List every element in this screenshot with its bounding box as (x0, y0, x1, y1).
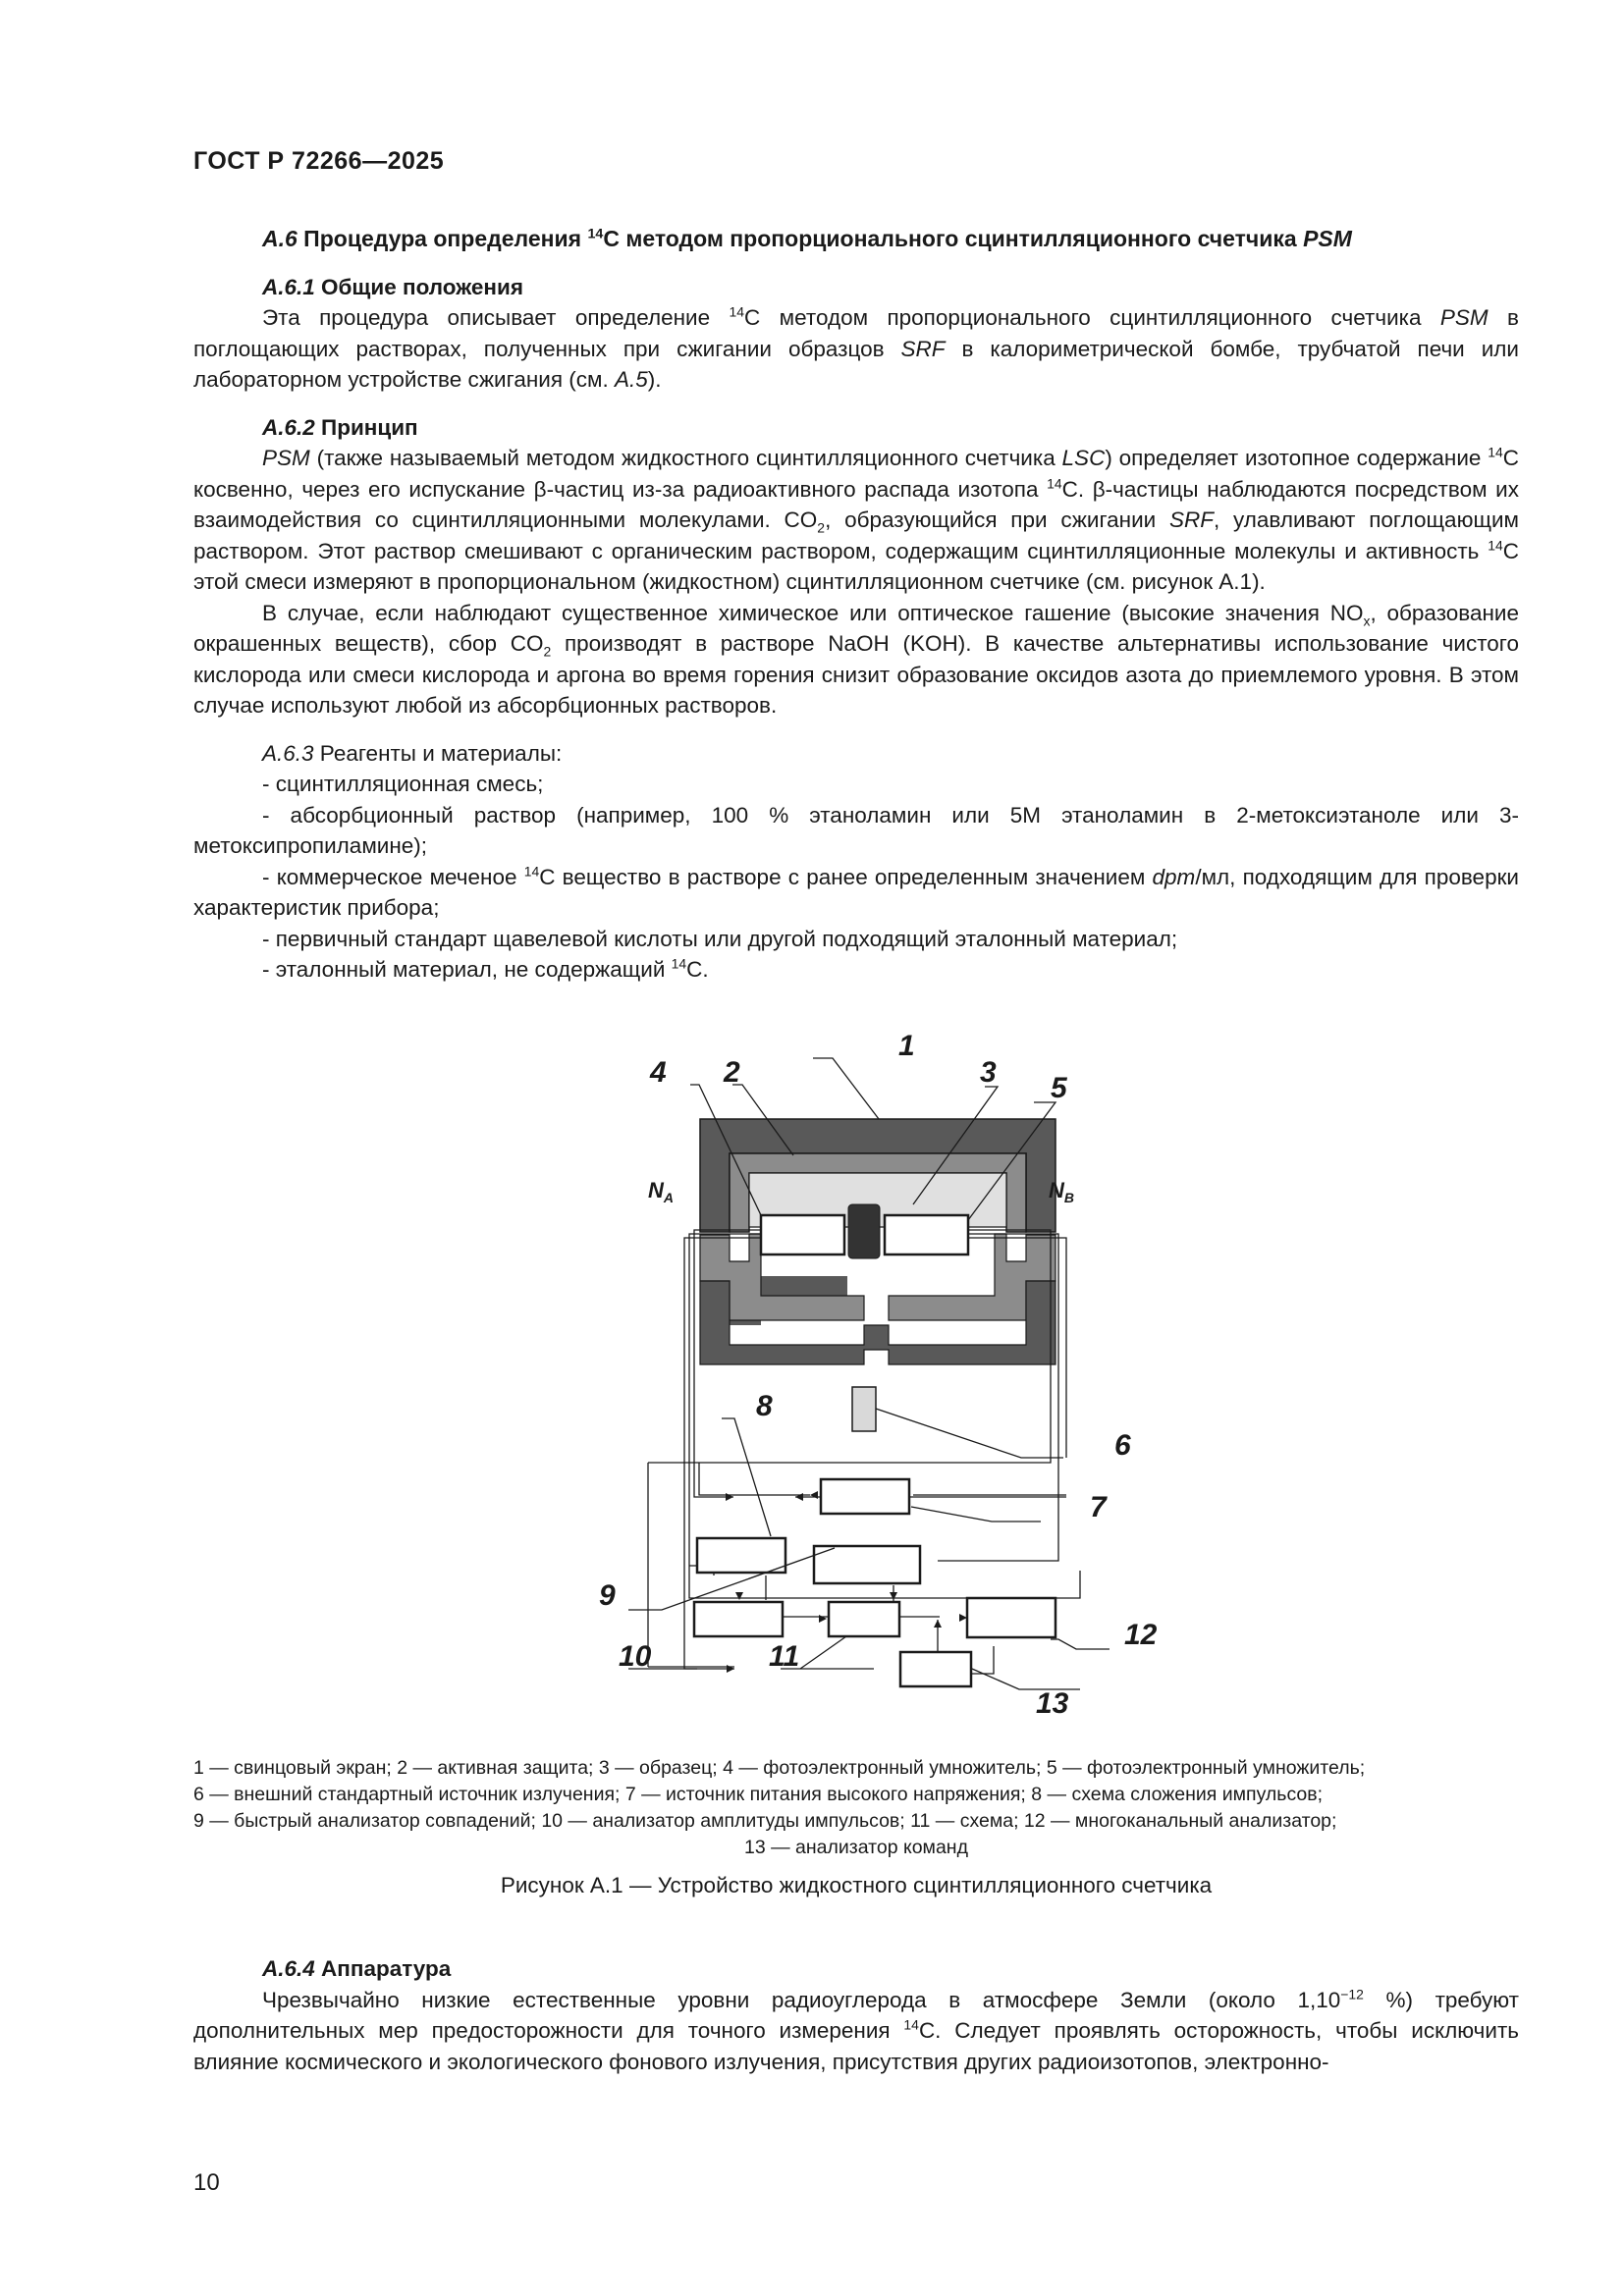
figure-label-3: 3 (980, 1056, 997, 1089)
section-a62-heading: А.6.2 Принцип (262, 414, 418, 440)
figure-label-2: 2 (724, 1056, 740, 1089)
figure-label-na: $N_A$ (648, 1178, 675, 1205)
external-source (852, 1387, 876, 1431)
figure-label-9: 9 (599, 1579, 616, 1612)
figure-label-13: 13 (1036, 1687, 1069, 1720)
legend-line: 1 — свинцовый экран; 2 — активная защита; 3 — образец; 4 — фотоэлектронный умножитель; 5 — фотоэлектронный умножитель; (193, 1757, 1366, 1779)
multichannel-analyzer (967, 1598, 1056, 1637)
section-a63-heading: А.6.3 Реагенты и материалы: (262, 740, 563, 766)
section-a64-paragraph: Чрезвычайно низкие естественные уровни радиоуглерода в атмосфере Земли (около $1,10^{-12}$ %) требуют дополнительных мер предосторожности для точного измерения $^{14}$С. Следует проявлять осторожность, чтобы исключить влияние космического и экологического фонового излучения, присутствия других радиоизотопов, электронно- (193, 1986, 1519, 2074)
pmt-right (885, 1215, 968, 1255)
pulse-height-analyzer (694, 1602, 783, 1636)
document-header: ГОСТ Р 72266—2025 (193, 147, 445, 175)
legend-line: 6 — внешний стандартный источник излучения; 7 — источник питания высокого напряжения; 8 — схема сложения импульсов; (193, 1784, 1324, 1805)
coincidence-analyzer (814, 1546, 920, 1583)
pmt-left (761, 1215, 844, 1255)
figure-label-1: 1 (898, 1030, 915, 1062)
page-number: 10 (193, 2169, 220, 2196)
hv-power-supply (821, 1479, 909, 1514)
list-item: - абсорбционный раствор (например, 100 % этаноламин или 5М этаноламин в 2-метоксиэтаноле или 3-метоксипропиламине); (193, 802, 1519, 858)
figure-label-8: 8 (756, 1390, 773, 1422)
list-item: - первичный стандарт щавелевой кислоты или другой подходящий эталонный материал; (262, 926, 1178, 951)
section-a6-heading: А.6 Процедура определения $^{14}$С методом пропорционального сцинтилляционного счетчика PSM (262, 226, 1352, 251)
figure-legend (193, 1755, 1519, 1861)
section-a64-heading: А.6.4 Аппаратура (262, 1956, 452, 1981)
figure-label-6: 6 (1114, 1429, 1131, 1462)
figure-label-7: 7 (1090, 1491, 1107, 1523)
command-analyzer (900, 1652, 971, 1686)
section-a62-paragraph-2: В случае, если наблюдают существенное химическое или оптическое гашение (высокие значения $NO_x$, образование окрашенных веществ), сбор $CO_2$ производят в растворе NaOH (KOH). В качестве альтернативы использование чистого кислорода или смеси кислорода и аргона во время горения снизит образование оксидов азота до приемлемого уровня. В этом случае используют любой из абсорбционных растворов. (193, 600, 1519, 718)
section-a61-heading: А.6.1 Общие положения (262, 274, 523, 299)
section-a62-paragraph-1: PSM (также называемый методом жидкостного сцинтилляционного счетчика LSC) определяет изотопное содержание $^{14}$С косвенно, через его испускание β-частиц из-за радиоактивного распада изотопа $^{14}$С. β-частицы наблюдаются посредством их взаимодействия со сцинтилляционными молекулами. $CO_2$, образующийся при сжигании SRF, улавливают поглощающим раствором. Этот раствор смешивают с органическим раствором, содержащим сцинтилляционные молекулы и активность $^{14}$С этой смеси измеряют в пропорциональном (жидкостном) сцинтилляционном счетчике (см. рисунок А.1). (193, 444, 1519, 594)
figure-label-nb: $N_B$ (1049, 1178, 1075, 1205)
list-item: - сцинтилляционная смесь; (262, 772, 544, 796)
legend-line: 13 — анализатор команд (744, 1837, 968, 1858)
figure-label-10: 10 (619, 1640, 652, 1673)
figure-a1-diagram (589, 1026, 1168, 1733)
pulse-adder (697, 1538, 785, 1573)
main-text-top (193, 224, 1519, 986)
list-item: - эталонный материал, не содержащий $^{14}$С. (262, 955, 709, 982)
main-text-bottom (193, 1953, 1519, 2077)
legend-line: 9 — быстрый анализатор совпадений; 10 — анализатор амплитуды импульсов; 11 — схема; 12 — многоканальный анализатор; (193, 1810, 1337, 1832)
section-a61-paragraph: Эта процедура описывает определение $^{14}$С методом пропорционального сцинтилляционного счетчика PSM в поглощающих растворах, полученных при сжигании образцов SRF в калориметрической бомбе, трубчатой печи или лабораторном устройстве сжигания (см. А.5). (193, 303, 1519, 392)
sample-vial (848, 1204, 880, 1258)
figure-label-5: 5 (1051, 1072, 1067, 1104)
list-item: - коммерческое меченое $^{14}$С вещество в растворе с ранее определенным значением dpm/мл, подходящим для проверки характеристик прибора; (193, 863, 1519, 920)
gate-circuit (829, 1602, 899, 1636)
figure-label-11: 11 (769, 1640, 800, 1673)
figure-caption: Рисунок А.1 — Устройство жидкостного сцинтилляционного счетчика (500, 1873, 1213, 1897)
figure-label-4: 4 (650, 1056, 667, 1089)
figure-label-12: 12 (1124, 1619, 1158, 1651)
